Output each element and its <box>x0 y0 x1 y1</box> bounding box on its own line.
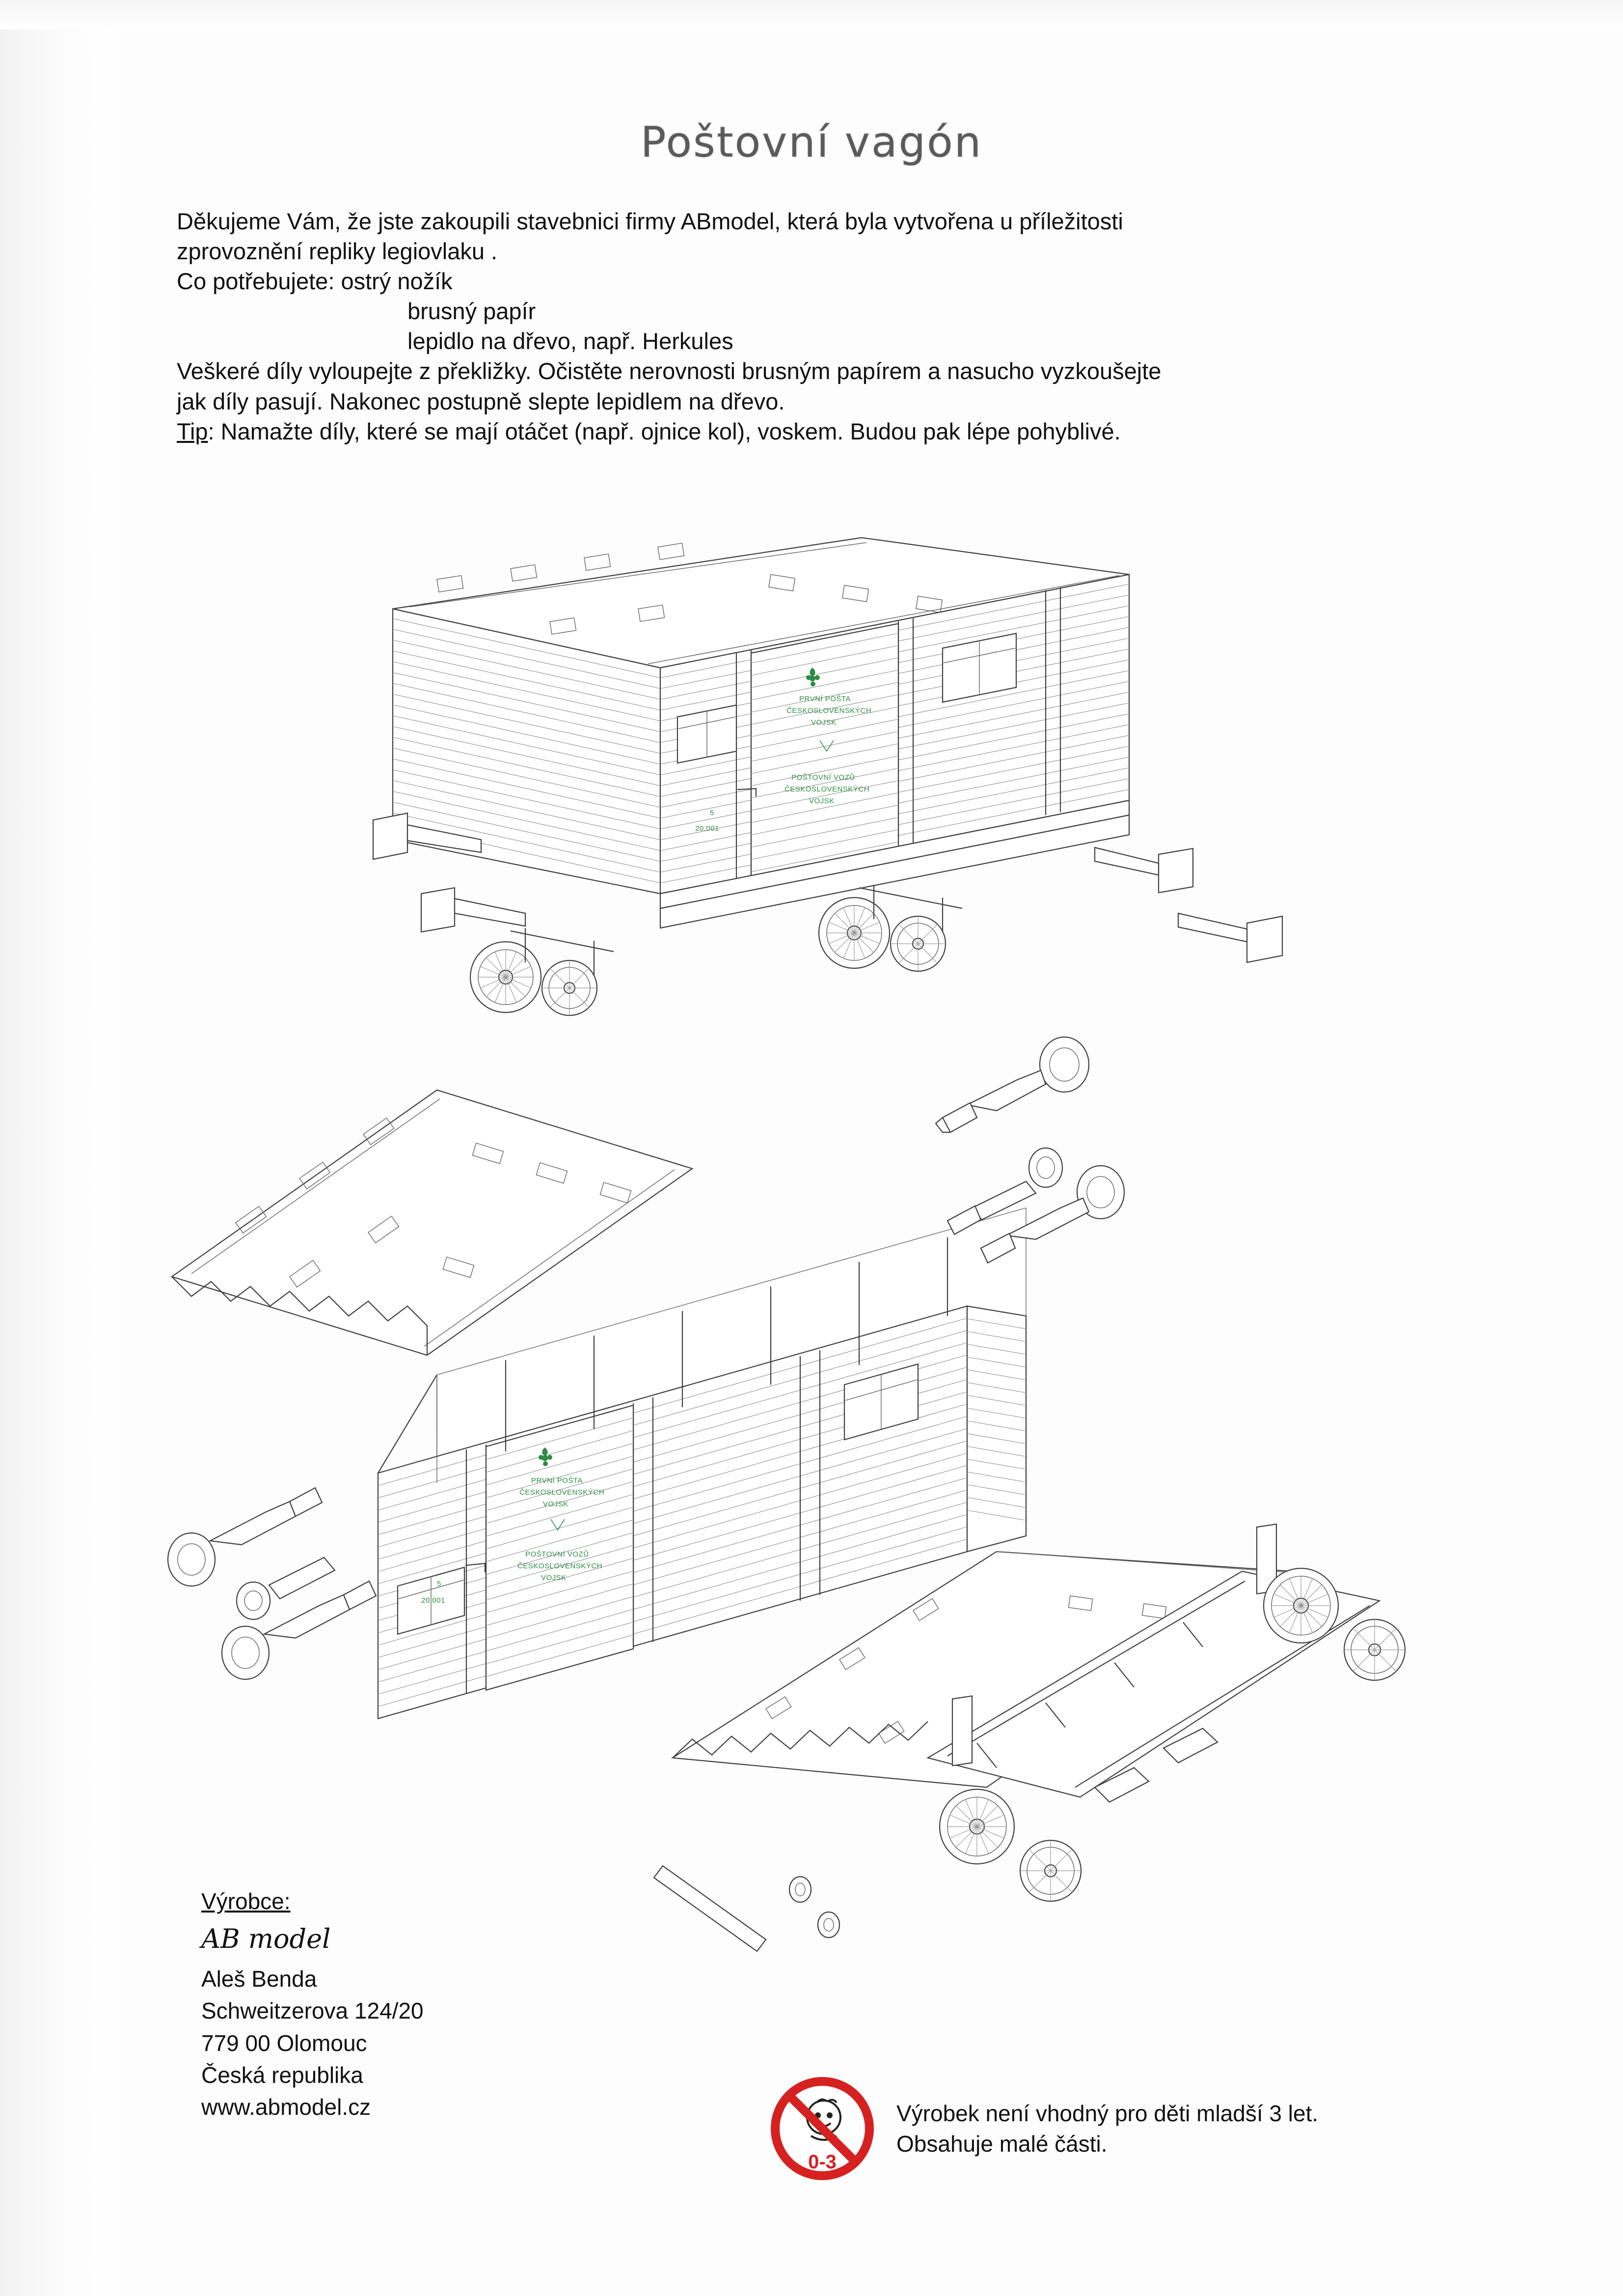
loose-rod-and-rings <box>654 1866 839 1951</box>
intro-line-2: zprovoznění repliky legiovlaku . <box>177 238 498 265</box>
marking-small-label: 5 <box>710 809 714 817</box>
scan-edge-top <box>0 0 1623 29</box>
exploded-small-label: 5 <box>437 1580 441 1588</box>
manufacturer-label: Výrobce: <box>201 1888 291 1914</box>
scan-edge-left <box>0 0 113 2296</box>
intro-text <box>177 206 1453 446</box>
marking-line-6: VOJSK <box>809 797 835 805</box>
intro-line-3: Co potřebujete: ostrý nožík <box>177 268 453 295</box>
exploded-marking-line-4: POŠTOVNÍ VOZŮ <box>525 1550 589 1558</box>
exploded-marking-line-5: ČESKOSLOVENSKÝCH <box>517 1562 603 1570</box>
warning-line-1: Výrobek není vhodný pro děti mladší 3 let. <box>896 2100 1319 2126</box>
marking-small-number: 20.001 <box>695 824 719 833</box>
exploded-parts-illustration <box>162 1021 1497 1994</box>
age-badge-label: 0-3 <box>808 2151 837 2173</box>
marking-line-2: ČESKOSLOVENSKÝCH <box>786 707 872 715</box>
exploded-marking-line-6: VOJSK <box>541 1574 567 1582</box>
warning-line-2: Obsahuje malé části. <box>896 2131 1108 2157</box>
tip-label: Tip <box>177 418 208 444</box>
roof-panel <box>172 1090 692 1355</box>
warning-text <box>896 2098 1318 2159</box>
small-parts-left <box>168 1488 376 1679</box>
manufacturer-city: 779 00 Olomouc <box>201 2030 367 2056</box>
assembled-wagon-illustration <box>363 520 1296 1041</box>
age-warning-block <box>766 2072 1318 2185</box>
page-title: Poštovní vagón <box>640 118 983 167</box>
small-parts-right <box>936 1037 1124 1263</box>
manufacturer-country: Česká republika <box>201 2062 363 2088</box>
marking-line-1: PRVNÍ POŠTA <box>799 695 851 703</box>
marking-line-3: VOJSK <box>811 718 837 727</box>
intro-tip <box>177 416 1453 446</box>
intro-line-5: lepidlo na dřevo, např. Herkules <box>407 328 733 355</box>
exploded-marking-line-2: ČESKOSLOVENSKÝCH <box>519 1488 605 1497</box>
manufacturer-website[interactable]: www.abmodel.cz <box>201 2094 371 2120</box>
no-children-under-3-icon <box>766 2072 879 2185</box>
manufacturer-street: Schweitzerova 124/20 <box>201 1998 424 2024</box>
exploded-small-number: 20.001 <box>421 1596 445 1605</box>
intro-line-4: brusný papír <box>407 298 536 325</box>
intro-line-1: Děkujeme Vám, že jste zakoupili stavebnici firmy ABmodel, která byla vytvořena u příležitosti <box>177 208 1123 234</box>
tip-text: : Namažte díly, které se mají otáčet (např. ojnice kol), voskem. Budou pak lépe pohyblivé. <box>208 418 1121 444</box>
intro-line-6: Veškeré díly vyloupejte z překližky. Očistěte nerovnosti brusným papírem a nasucho vyzkoušejte <box>177 358 1162 384</box>
intro-line-7: jak díly pasují. Nakonec postupně slepte lepidlem na dřevo. <box>177 388 785 414</box>
manufacturer-brand: AB model <box>201 1923 331 1955</box>
marking-line-4: POŠTOVNÍ VOZŮ <box>791 773 855 782</box>
manufacturer-person: Aleš Benda <box>201 1966 317 1992</box>
exploded-marking-line-3: VOJSK <box>543 1500 568 1508</box>
exploded-marking-line-1: PRVNÍ POŠTA <box>531 1476 583 1485</box>
marking-line-5: ČESKOSLOVENSKÝCH <box>784 785 870 793</box>
manufacturer-block <box>201 1886 643 2124</box>
